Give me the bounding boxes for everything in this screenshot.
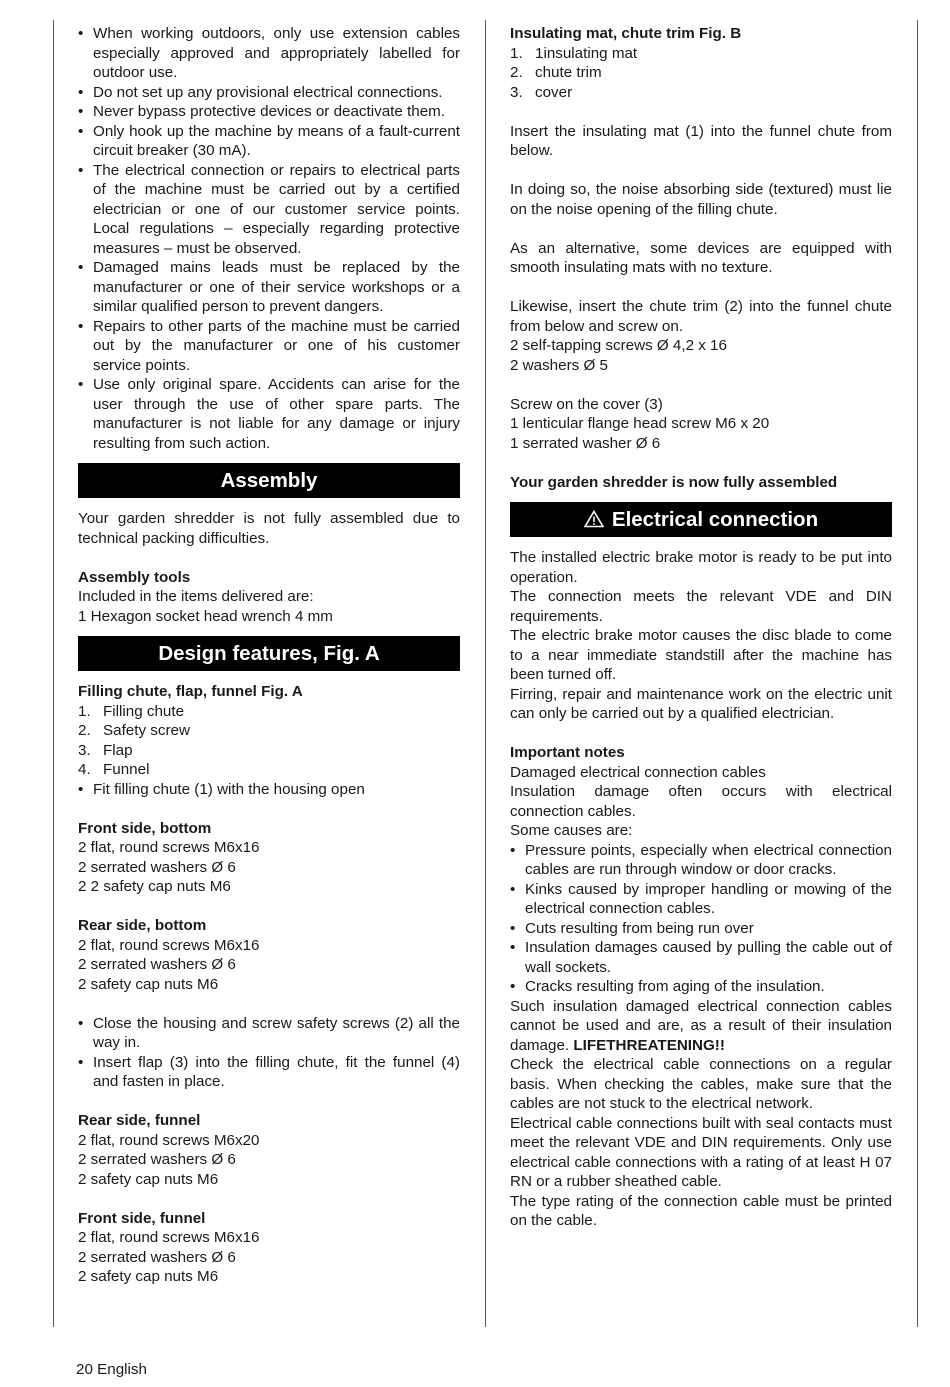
- warning-triangle-icon: [584, 502, 604, 537]
- filling-chute-bullet: [78, 780, 460, 800]
- list-item: • The electrical connection or repairs to electrical parts of the machine must be carried out by a certified electrician or one of our customer service points. Local regulations – especially regarding protective measures – must be observed.: [78, 161, 460, 259]
- column-rule-left: [53, 20, 54, 1327]
- assembly-tools-heading: Assembly tools: [78, 568, 191, 586]
- mat-paragraph: As an alternative, some devices are equipped with smooth insulating mats with no texture.: [510, 239, 892, 276]
- list-item: 1. 1insulating mat: [510, 44, 638, 62]
- fully-assembled-note: Your garden shredder is now fully assembled: [510, 473, 838, 491]
- parts-line: 2 flat, round screws M6x16: [78, 839, 260, 856]
- insulating-mat-heading: Insulating mat, chute trim Fig. B: [510, 25, 742, 42]
- notes-line: Damaged electrical connection cables: [510, 763, 766, 781]
- notes-line: Insulation damage often occurs with electrical connection cables.: [510, 783, 892, 820]
- causes-bullet-list: [510, 841, 892, 997]
- lifethreatening-warning: LIFETHREATENING!!: [573, 1036, 725, 1054]
- column-rule-middle: [485, 20, 486, 1327]
- damage-paragraph: Such insulation damaged electrical connection cables cannot be used and are, as a result of their insulation damage. LIFETHREATENING!!: [510, 997, 892, 1054]
- mat-paragraph: In doing so, the noise absorbing side (textured) must lie on the noise opening of the filling chute.: [510, 181, 892, 218]
- list-item: 3. cover: [510, 83, 573, 101]
- parts-line: 2 safety cap nuts M6: [78, 1170, 219, 1188]
- assembly-tools-line: 1 Hexagon socket head wrench 4 mm: [78, 607, 333, 625]
- list-item: • Damaged mains leads must be replaced by the manufacturer or one of their service workshops or a similar qualified person to prevent dangers.: [78, 258, 460, 317]
- electrical-paragraph: Check the electrical cable connections on a regular basis. When checking the cables, make sure that the cables are not stuck to the electrical network.: [510, 1056, 892, 1112]
- list-item: • Use only original spare. Accidents can arise for the user through the use of other spare parts. The manufacturer is not liable for any damage or injury resulting from such action.: [78, 375, 460, 453]
- parts-line: 2 serrated washers Ø 6: [78, 1151, 236, 1168]
- important-notes-heading: Important notes: [510, 744, 625, 761]
- parts-line: 2 2 safety cap nuts M6: [78, 878, 231, 895]
- electrical-paragraph: The type rating of the connection cable must be printed on the cable.: [510, 1192, 892, 1229]
- mat-paragraph: Likewise, insert the chute trim (2) into the funnel chute from below and screw on.: [510, 298, 892, 335]
- list-item: • Pressure points, especially when electrical connection cables are run through window or door cracks.: [510, 841, 892, 880]
- list-item: • Do not set up any provisional electrical connections.: [78, 83, 460, 103]
- assembly-banner: Assembly: [78, 463, 460, 498]
- electrical-paragraph: The installed electric brake motor is ready to be put into operation.: [510, 549, 892, 586]
- filling-chute-parts-list: [78, 702, 460, 780]
- list-item: • Fit filling chute (1) with the housing open: [78, 780, 460, 800]
- electrical-paragraph: The connection meets the relevant VDE and DIN requirements.: [510, 588, 892, 625]
- electrical-paragraph: Firring, repair and maintenance work on the electric unit can only be carried out by a qualified electrician.: [510, 685, 892, 722]
- list-item: 4. Funnel: [78, 761, 150, 778]
- parts-line: 2 self-tapping screws Ø 4,2 x 16: [510, 337, 727, 354]
- parts-line: 2 serrated washers Ø 6: [78, 956, 236, 973]
- list-item: 3. Flap: [78, 741, 133, 759]
- housing-bullet-list: [78, 1014, 460, 1092]
- right-column: [510, 24, 892, 1231]
- rear-bottom-heading: Rear side, bottom: [78, 917, 207, 934]
- parts-line: 2 serrated washers Ø 6: [78, 858, 236, 876]
- assembly-tools-line: Included in the items delivered are:: [78, 588, 314, 605]
- parts-line: 1 serrated washer Ø 6: [510, 434, 661, 452]
- list-item: • Insert flap (3) into the filling chute, fit the funnel (4) and fasten in place.: [78, 1053, 460, 1092]
- parts-line: 2 safety cap nuts M6: [78, 975, 219, 993]
- parts-line: 2 flat, round screws M6x16: [78, 936, 260, 954]
- parts-line: 2 serrated washers Ø 6: [78, 1248, 236, 1266]
- list-item: • Insulation damages caused by pulling the cable out of wall sockets.: [510, 938, 892, 977]
- page-footer: 20 English: [76, 1361, 147, 1378]
- front-funnel-heading: Front side, funnel: [78, 1209, 206, 1227]
- list-item: • Close the housing and screw safety screws (2) all the way in.: [78, 1014, 460, 1053]
- parts-line: 1 lenticular flange head screw M6 x 20: [510, 415, 770, 432]
- filling-chute-heading: Filling chute, flap, funnel Fig. A: [78, 683, 303, 700]
- parts-line: 2 flat, round screws M6x20: [78, 1131, 260, 1149]
- insulating-mat-parts-list: [510, 44, 892, 103]
- list-item: • Never bypass protective devices or deactivate them.: [78, 102, 460, 122]
- list-item: • Repairs to other parts of the machine must be carried out by the manufacturer or one of his customer service points.: [78, 317, 460, 376]
- list-item: • Kinks caused by improper handling or mowing of the electrical connection cables.: [510, 880, 892, 919]
- parts-line: 2 flat, round screws M6x16: [78, 1229, 260, 1246]
- left-column: [78, 24, 460, 1287]
- electrical-connection-title: Electrical connection: [611, 508, 819, 531]
- safety-bullet-list: [78, 24, 460, 453]
- column-rule-right: [917, 20, 918, 1327]
- electrical-paragraph: Electrical cable connections built with seal contacts must meet the relevant VDE and DIN requirements. Only use electrical cable connections with a rating of at least H 07 RN or a rubber sheathed cable.: [510, 1114, 892, 1190]
- list-item: 1. Filling chute: [78, 702, 185, 720]
- list-item: 2. chute trim: [510, 64, 602, 81]
- electrical-connection-banner: [510, 502, 892, 537]
- list-item: • Cuts resulting from being run over: [510, 919, 892, 939]
- list-item: • Cracks resulting from aging of the insulation.: [510, 977, 892, 997]
- list-item: • Only hook up the machine by means of a fault-current circuit breaker (30 mA).: [78, 122, 460, 161]
- list-item: 2. Safety screw: [78, 722, 190, 739]
- list-item: • When working outdoors, only use extension cables especially approved and appropriately labelled for outdoor use.: [78, 24, 460, 83]
- mat-paragraph: Insert the insulating mat (1) into the funnel chute from below.: [510, 122, 892, 159]
- notes-line: Some causes are:: [510, 822, 633, 839]
- electrical-paragraph: The electric brake motor causes the disc blade to come to a near immediate standstill after the machine has been turned off.: [510, 627, 892, 683]
- rear-funnel-heading: Rear side, funnel: [78, 1112, 201, 1129]
- parts-line: Screw on the cover (3): [510, 395, 663, 413]
- design-features-banner: Design features, Fig. A: [78, 636, 460, 671]
- assembly-intro: Your garden shredder is not fully assembled due to technical packing difficulties.: [78, 510, 460, 547]
- parts-line: 2 safety cap nuts M6: [78, 1268, 219, 1285]
- parts-line: 2 washers Ø 5: [510, 356, 608, 374]
- front-bottom-heading: Front side, bottom: [78, 819, 212, 837]
